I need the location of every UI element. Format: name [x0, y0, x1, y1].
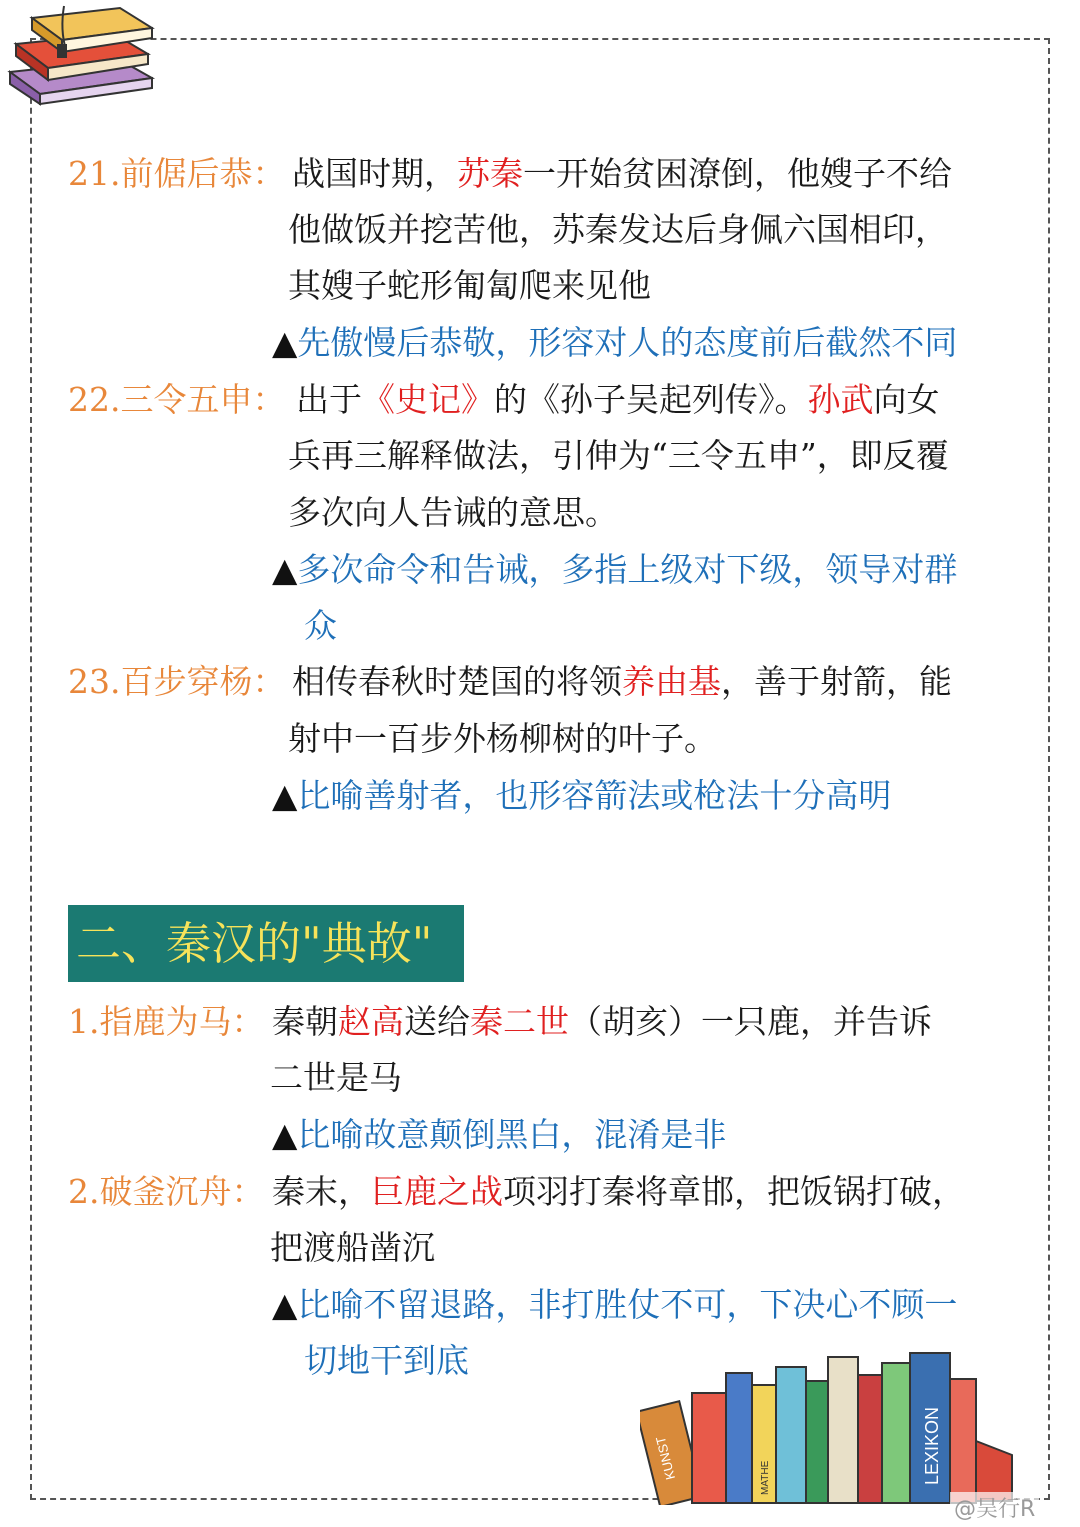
meaning-note: ▲先傲慢后恭敬，形容对人的态度前后截然不同: [272, 323, 958, 362]
weibo-watermark: @吴行R: [950, 1492, 1039, 1523]
section-title-banner: 二、秦汉的"典故": [68, 905, 464, 982]
book-label-kunst: KUNST: [652, 1434, 679, 1482]
highlight-name: 养由基: [622, 662, 721, 701]
highlight-name: 赵高: [338, 1002, 404, 1041]
meaning-note: ▲比喻善射者，也形容箭法或枪法十分高明: [272, 776, 892, 815]
book-stack-illustration: [2, 0, 162, 108]
triangle-icon: ▲: [272, 323, 298, 362]
description-line: 秦朝赵高送给秦二世（胡亥）一只鹿，并告诉: [272, 1002, 932, 1041]
highlight-name: 苏秦: [457, 154, 523, 193]
highlight-book: 《史记》: [362, 380, 494, 419]
description-line: 兵再三解释做法，引伸为“三令五申”，即反覆: [288, 436, 949, 475]
description-line: 其嫂子蛇形匍匐爬来见他: [288, 266, 651, 305]
highlight-battle: 巨鹿之战: [371, 1172, 503, 1211]
term-label: 2.破釜沉舟：: [68, 1172, 265, 1211]
description-line: 出于《史记》的《孙子吴起列传》。孙武向女: [296, 380, 940, 419]
triangle-icon: ▲: [272, 550, 298, 589]
term-label: 21.前倨后恭：: [68, 154, 286, 193]
meaning-note: ▲多次命令和告诫，多指上级对下级，领导对群: [272, 550, 958, 589]
term-label: 1.指鹿为马：: [68, 1002, 265, 1041]
meaning-note-continued: 切地干到底: [304, 1341, 469, 1380]
meaning-note: ▲比喻不留退路，非打胜仗不可，下决心不顾一: [272, 1285, 958, 1324]
term-label: 23.百步穿杨：: [68, 662, 286, 701]
meaning-note: ▲比喻故意颠倒黑白，混淆是非: [272, 1115, 727, 1154]
description-line: 秦末，巨鹿之战项羽打秦将章邯，把饭锅打破，: [272, 1172, 965, 1211]
book-label-mathe: MATHE: [760, 1460, 771, 1495]
meaning-note-continued: 众: [304, 606, 337, 645]
triangle-icon: ▲: [272, 1285, 298, 1324]
triangle-icon: ▲: [272, 776, 298, 815]
dashed-frame: [30, 38, 1050, 1500]
triangle-icon: ▲: [272, 1115, 298, 1154]
description-line: 把渡船凿沉: [270, 1228, 435, 1267]
term-label: 22.三令五申：: [68, 380, 286, 419]
description-line: 多次向人告诫的意思。: [288, 493, 618, 532]
books-row-illustration: [640, 1345, 1020, 1505]
description-line: 相传春秋时楚国的将领养由基，善于射箭，能: [292, 662, 952, 701]
book-label-lexikon: LEXIKON: [922, 1406, 942, 1485]
highlight-name: 孙武: [807, 380, 874, 419]
description-line: 战国时期，苏秦一开始贫困潦倒，他嫂子不给: [292, 154, 952, 193]
highlight-name: 秦二世: [470, 1002, 569, 1041]
description-line: 射中一百步外杨柳树的叶子。: [288, 719, 717, 758]
description-line: 二世是马: [270, 1058, 402, 1097]
description-line: 他做饭并挖苦他，苏秦发达后身佩六国相印，: [288, 210, 948, 249]
